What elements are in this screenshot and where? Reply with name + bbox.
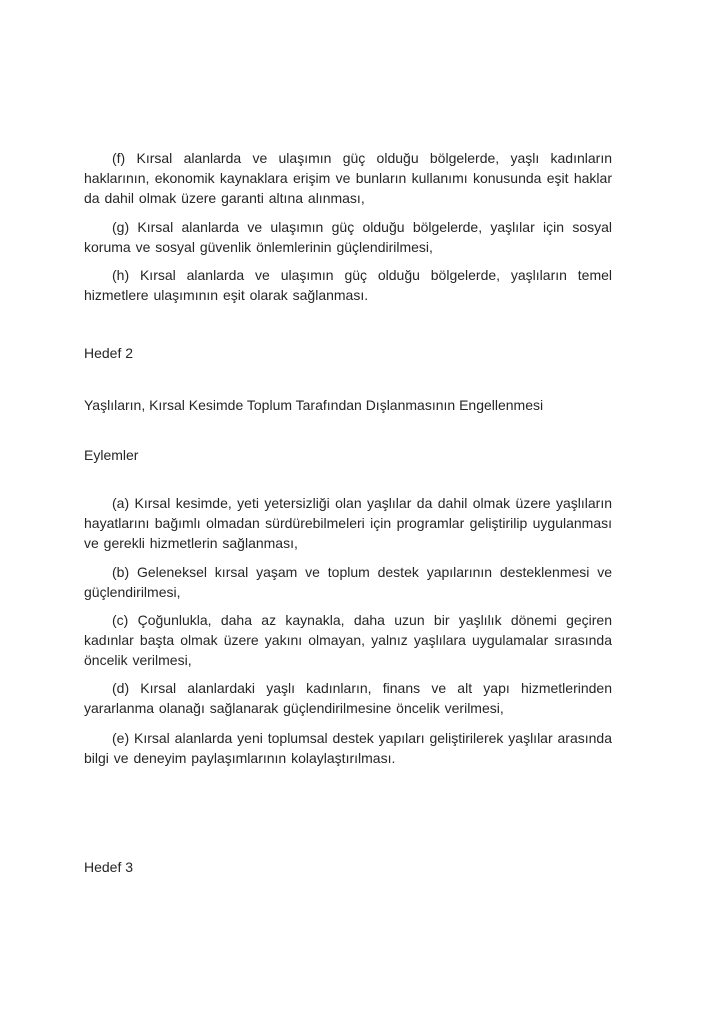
- goal2-action-item-b: (b) Geleneksel kırsal yaşam ve toplum destek yapılarının desteklenmesi ve güçlendirilmesi,: [84, 564, 612, 600]
- goal-2-title: Yaşlıların, Kırsal Kesimde Toplum Tarafından Dışlanmasının Engellenmesi: [84, 397, 544, 413]
- goal2-action-item-a: (a) Kırsal kesimde, yeti yetersizliği olan yaşlılar da dahil olmak üzere yaşlıların hayatlarını bağımlı olmadan sürdürebilmeleri için programlar geliştirilip uygulanması ve gerekli hizmetlerin sağlanması,: [84, 495, 612, 551]
- goal-2-heading: Hedef 2: [84, 345, 134, 361]
- goal2-action-item-c: (c) Çoğunlukla, daha az kaynakla, daha uzun bir yaşlılık dönemi geçiren kadınlar başta olmak üzere yakını olmayan, yalnız yaşlılara uygulamalar sırasında öncelik verilmesi,: [84, 612, 612, 668]
- goal2-action-item-d: (d) Kırsal alanlardaki yaşlı kadınların, finans ve alt yapı hizmetlerinden yararlanma olanağı sağlanarak güçlendirilmesine öncelik verilmesi,: [84, 680, 612, 716]
- goal2-action-item-e: (e) Kırsal alanlarda yeni toplumsal destek yapıları geliştirilerek yaşlılar arasında bilgi ve deneyim paylaşımlarının kolaylaştırılması.: [84, 730, 612, 766]
- goal1-action-item-g: (g) Kırsal alanlarda ve ulaşımın güç olduğu bölgelerde, yaşlılar için sosyal koruma ve sosyal güvenlik önlemlerinin güçlendirilmesi,: [84, 219, 612, 255]
- goal-3-heading: Hedef 3: [84, 859, 134, 875]
- document-content: [84, 148, 612, 877]
- goal1-action-item-h: (h) Kırsal alanlarda ve ulaşımın güç olduğu bölgelerde, yaşlıların temel hizmetlere ulaşımının eşit olarak sağlanması.: [84, 267, 612, 303]
- goal1-action-item-f: (f) Kırsal alanlarda ve ulaşımın güç olduğu bölgelerde, yaşlı kadınların haklarının, ekonomik kaynaklara erişim ve bunların kullanımı konusunda eşit haklar da dahil olmak üzere garanti altına alınması,: [84, 150, 612, 206]
- actions-heading: Eylemler: [84, 447, 139, 463]
